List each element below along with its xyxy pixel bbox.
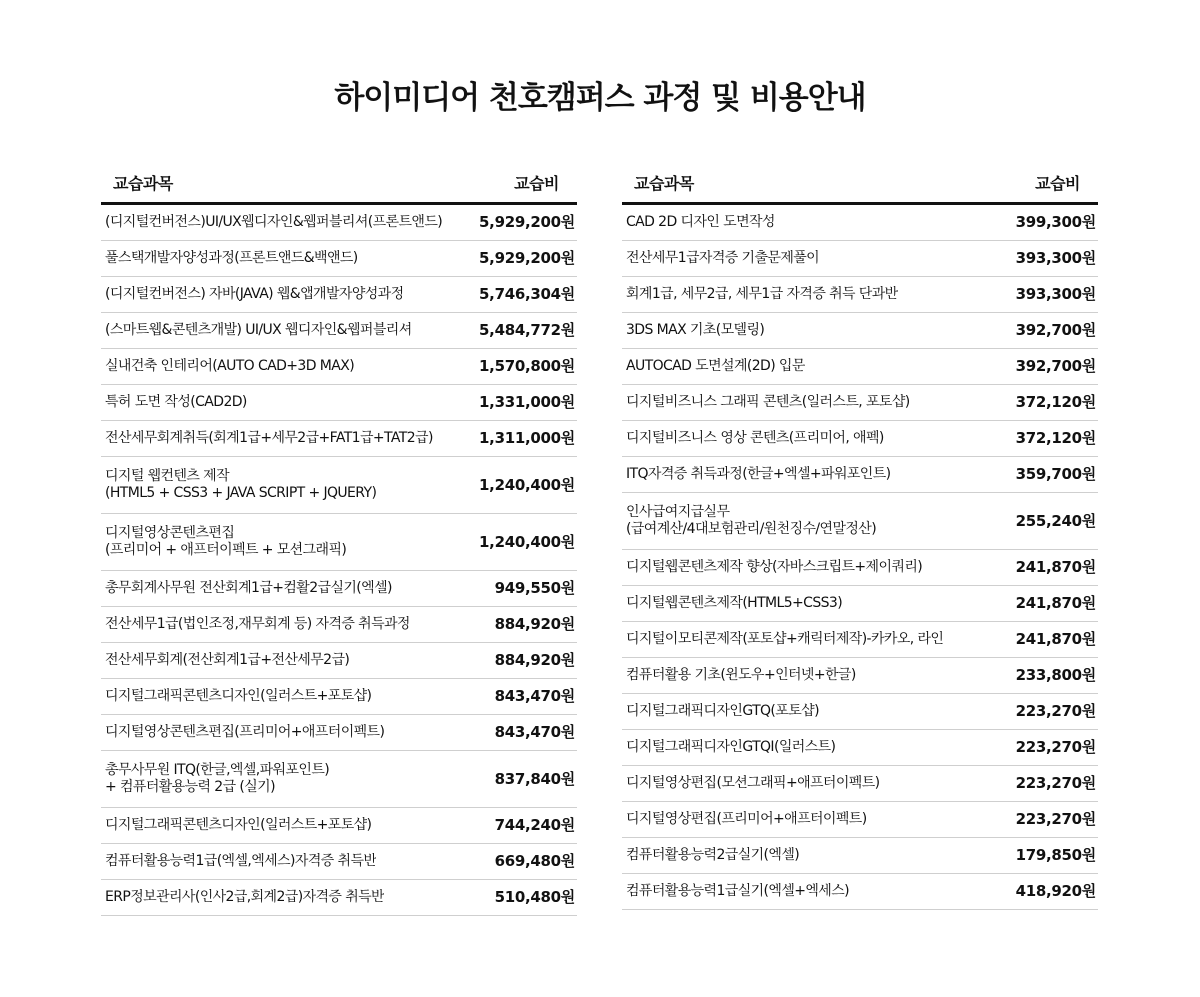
course-name-line: 총무회계사무원 전산회계1급+컴활2급실기(엑셀) xyxy=(105,579,392,596)
course-name xyxy=(101,286,404,304)
course-name xyxy=(101,322,412,340)
course-fee: 241,870원 xyxy=(1015,558,1096,577)
course-name-line: 디지털웹콘텐츠제작(HTML5+CSS3) xyxy=(626,594,843,611)
course-name-line: 디지털영상편집(프리미어+애프터이펙트) xyxy=(626,810,867,827)
course-column-header: 교습과목 xyxy=(634,173,694,193)
course-name xyxy=(622,847,799,865)
course-name xyxy=(101,358,354,376)
course-name xyxy=(101,468,376,503)
course-name xyxy=(101,580,392,598)
course-name-line: (프리미어 + 애프터이펙트 + 모션그래픽) xyxy=(105,542,347,558)
course-fee: 884,920원 xyxy=(494,615,575,634)
course-name-line: ITQ자격증 취득과정(한글+엑셀+파워포인트) xyxy=(626,465,891,482)
course-name-line: 디지털영상콘텐츠편집 xyxy=(105,524,235,541)
course-name xyxy=(101,762,329,797)
course-name xyxy=(622,358,805,376)
course-name-line: 디지털영상콘텐츠편집(프리미어+애프터이펙트) xyxy=(105,723,385,740)
table-row xyxy=(101,421,577,457)
course-name-line: (HTML5 + CSS3 + JAVA SCRIPT + JQUERY) xyxy=(105,485,377,501)
course-name-line: 풀스택개발자양성과정(프론트앤드&백앤드) xyxy=(105,249,358,266)
course-name xyxy=(101,214,442,232)
course-name xyxy=(622,703,819,721)
table-row xyxy=(622,658,1098,694)
table-row xyxy=(101,808,577,844)
table-row xyxy=(622,730,1098,766)
course-fee: 5,484,772원 xyxy=(479,321,575,340)
course-name xyxy=(101,430,433,448)
course-fee: 1,570,800원 xyxy=(479,357,575,376)
course-fee: 744,240원 xyxy=(494,816,575,835)
course-name-line: 디지털그래픽콘텐츠디자인(일러스트+포토샵) xyxy=(105,687,372,704)
course-fee: 5,929,200원 xyxy=(479,249,575,268)
course-fee: 241,870원 xyxy=(1015,594,1096,613)
table-header xyxy=(101,162,577,205)
course-name-line: 디지털 웹컨텐츠 제작 xyxy=(105,467,230,484)
fee-column-header: 교습비 xyxy=(1035,173,1080,193)
table-row xyxy=(101,751,577,808)
course-fee: 255,240원 xyxy=(1015,511,1096,530)
course-name xyxy=(622,430,884,448)
table-row xyxy=(101,715,577,751)
course-fee: 884,920원 xyxy=(494,651,575,670)
table-row xyxy=(101,880,577,916)
course-name xyxy=(622,595,842,613)
course-fee: 399,300원 xyxy=(1015,213,1096,232)
course-name-line: AUTOCAD 도면설계(2D) 입문 xyxy=(626,357,805,374)
course-name xyxy=(622,214,775,232)
course-name-line: 전산세무회계(전산회계1급+전산세무2급) xyxy=(105,651,350,668)
table-row xyxy=(101,457,577,514)
course-name-line: 전산세무회계취득(회계1급+세무2급+FAT1급+TAT2급) xyxy=(105,429,433,446)
table-body xyxy=(101,205,577,916)
table-row xyxy=(622,694,1098,730)
course-fee: 392,700원 xyxy=(1015,357,1096,376)
course-name-line: 특허 도면 작성(CAD2D) xyxy=(105,393,247,410)
course-name-line: + 컴퓨터활용능력 2급 (실기) xyxy=(105,779,275,795)
course-fee: 223,270원 xyxy=(1015,702,1096,721)
table-row xyxy=(101,277,577,313)
course-name-line: 컴퓨터활용 기초(윈도우+인터넷+한글) xyxy=(626,666,856,683)
course-fee: 843,470원 xyxy=(494,723,575,742)
table-row xyxy=(622,421,1098,457)
course-name xyxy=(101,525,346,560)
course-fee: 233,800원 xyxy=(1015,666,1096,685)
table-row xyxy=(622,838,1098,874)
course-name xyxy=(101,889,384,907)
table-row xyxy=(101,313,577,349)
course-fee: 1,240,400원 xyxy=(479,475,575,494)
fee-column-header: 교습비 xyxy=(514,173,559,193)
table-row xyxy=(622,550,1098,586)
table-row xyxy=(622,385,1098,421)
course-fee: 1,311,000원 xyxy=(479,429,575,448)
course-fee: 669,480원 xyxy=(494,852,575,871)
course-name-line: 전산세무1급(법인조정,재무회계 등) 자격증 취득과정 xyxy=(105,615,410,632)
course-name xyxy=(622,883,849,901)
course-name-line: (디지털컨버전스) 자바(JAVA) 웹&앱개발자양성과정 xyxy=(105,285,404,302)
course-name-line: 총무사무원 ITQ(한글,엑셀,파워포인트) xyxy=(105,761,330,778)
course-fee: 392,700원 xyxy=(1015,321,1096,340)
course-name-line: (급여계산/4대보험관리/원천징수/연말정산) xyxy=(626,521,877,537)
course-name-line: 전산세무1급자격증 기출문제풀이 xyxy=(626,249,820,266)
course-name-line: 3DS MAX 기초(모델링) xyxy=(626,321,765,338)
table-row xyxy=(622,874,1098,910)
table-row xyxy=(622,313,1098,349)
course-name xyxy=(101,616,410,634)
course-fee: 372,120원 xyxy=(1015,393,1096,412)
course-fee: 372,120원 xyxy=(1015,429,1096,448)
table-row xyxy=(101,514,577,571)
table-row xyxy=(101,349,577,385)
course-fee: 179,850원 xyxy=(1015,846,1096,865)
table-row xyxy=(101,205,577,241)
course-name xyxy=(622,322,764,340)
course-column-header: 교습과목 xyxy=(113,173,173,193)
course-fee: 393,300원 xyxy=(1015,249,1096,268)
course-name-line: 디지털웹콘텐츠제작 향상(자바스크립트+제이쿼리) xyxy=(626,558,923,575)
course-name xyxy=(622,811,867,829)
course-name xyxy=(622,504,876,539)
course-name-line: 디지털비즈니스 그래픽 콘텐츠(일러스트, 포토샵) xyxy=(626,393,910,410)
table-row xyxy=(101,385,577,421)
course-name xyxy=(622,667,856,685)
course-name-line: 실내건축 인테리어(AUTO CAD+3D MAX) xyxy=(105,357,355,374)
table-row xyxy=(622,241,1098,277)
course-name xyxy=(101,853,376,871)
course-fee: 1,331,000원 xyxy=(479,393,575,412)
course-name-line: 디지털비즈니스 영상 콘텐츠(프리미어, 애펙) xyxy=(626,429,884,446)
course-fee: 5,746,304원 xyxy=(479,285,575,304)
course-fee: 223,270원 xyxy=(1015,774,1096,793)
table-row xyxy=(101,607,577,643)
table-row xyxy=(622,622,1098,658)
course-name-line: 컴퓨터활용능력1급실기(엑셀+엑세스) xyxy=(626,882,850,899)
table-row xyxy=(622,493,1098,550)
course-name xyxy=(101,817,371,835)
course-name-line: 컴퓨터활용능력2급실기(엑셀) xyxy=(626,846,800,863)
course-name xyxy=(622,739,835,757)
course-name-line: 디지털이모티콘제작(포토샵+캐릭터제작)-카카오, 라인 xyxy=(626,630,944,647)
table-row xyxy=(622,802,1098,838)
course-name-line: (스마트웹&콘텐츠개발) UI/UX 웹디자인&웹퍼블리셔 xyxy=(105,321,412,338)
course-name-line: 인사급여지급실무 xyxy=(626,503,730,520)
course-name-line: 디지털그래픽디자인GTQ(포토샵) xyxy=(626,702,819,719)
course-fee: 837,840원 xyxy=(494,769,575,788)
course-name-line: ERP정보관리사(인사2급,회계2급)자격증 취득반 xyxy=(105,888,384,905)
course-fee: 359,700원 xyxy=(1015,465,1096,484)
table-row xyxy=(101,643,577,679)
course-name-line: 디지털그래픽콘텐츠디자인(일러스트+포토샵) xyxy=(105,816,372,833)
course-name xyxy=(622,394,910,412)
course-fee: 223,270원 xyxy=(1015,738,1096,757)
course-name xyxy=(622,559,922,577)
page-title: 하이미디어 천호캠퍼스 과정 및 비용안내 xyxy=(334,80,866,116)
course-fee: 949,550원 xyxy=(494,579,575,598)
course-name-line: (디지털컨버전스)UI/UX웹디자인&웹퍼블리셔(프론트앤드) xyxy=(105,213,443,230)
course-name xyxy=(622,466,891,484)
table-row xyxy=(622,766,1098,802)
table-row xyxy=(622,277,1098,313)
table-row xyxy=(622,457,1098,493)
left-fee-table xyxy=(101,162,577,916)
course-fee: 418,920원 xyxy=(1015,882,1096,901)
right-fee-table xyxy=(622,162,1098,910)
course-name-line: 컴퓨터활용능력1급(엑셀,엑세스)자격증 취득반 xyxy=(105,852,377,869)
course-name xyxy=(101,724,384,742)
course-name xyxy=(101,250,358,268)
course-name xyxy=(622,250,819,268)
table-row xyxy=(622,205,1098,241)
course-name-line: CAD 2D 디자인 도면작성 xyxy=(626,213,775,230)
course-name xyxy=(101,688,371,706)
table-row xyxy=(101,679,577,715)
course-fee: 5,929,200원 xyxy=(479,213,575,232)
course-fee: 241,870원 xyxy=(1015,630,1096,649)
course-name-line: 디지털그래픽디자인GTQI(일러스트) xyxy=(626,738,836,755)
course-name-line: 디지털영상편집(모션그래픽+애프터이펙트) xyxy=(626,774,880,791)
course-fee: 1,240,400원 xyxy=(479,532,575,551)
course-name xyxy=(622,631,943,649)
table-row xyxy=(101,844,577,880)
table-row xyxy=(622,349,1098,385)
table-row xyxy=(101,241,577,277)
course-name xyxy=(101,652,349,670)
table-header xyxy=(622,162,1098,205)
course-fee: 843,470원 xyxy=(494,687,575,706)
table-row xyxy=(101,571,577,607)
course-name-line: 회계1급, 세무2급, 세무1급 자격증 취득 단과반 xyxy=(626,285,898,302)
course-name xyxy=(622,775,880,793)
table-body xyxy=(622,205,1098,910)
course-fee: 510,480원 xyxy=(494,888,575,907)
course-fee: 393,300원 xyxy=(1015,285,1096,304)
course-name xyxy=(622,286,898,304)
table-row xyxy=(622,586,1098,622)
course-fee: 223,270원 xyxy=(1015,810,1096,829)
course-name xyxy=(101,394,247,412)
